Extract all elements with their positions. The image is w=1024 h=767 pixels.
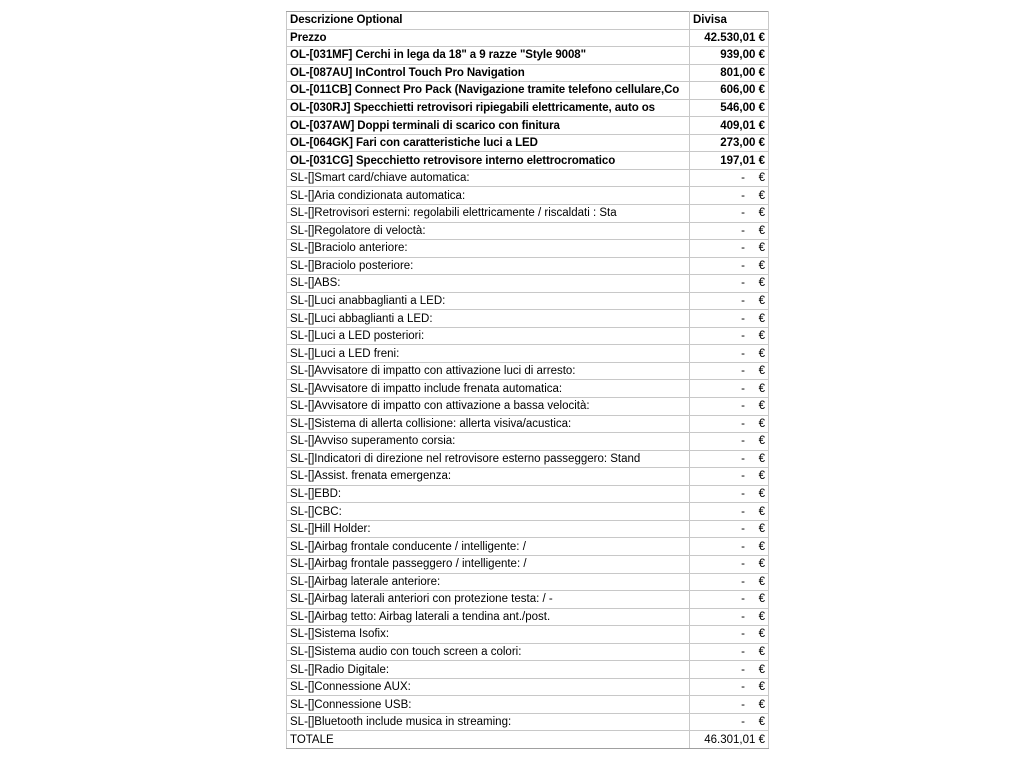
standard-description: SL-[]EBD:: [287, 485, 690, 503]
standard-price: [690, 205, 769, 223]
option-price: 546,00 €: [690, 99, 769, 117]
standard-price-currency: €: [758, 698, 765, 711]
standard-price-currency: €: [758, 312, 765, 325]
standard-description: SL-[]Bluetooth include musica in streaming:: [287, 713, 690, 731]
standard-price-dash: -: [741, 488, 745, 501]
standard-price: [690, 169, 769, 187]
standard-price-currency: €: [758, 207, 765, 220]
standard-description: SL-[]Braciolo posteriore:: [287, 257, 690, 275]
standard-price: [690, 310, 769, 328]
standard-price-currency: €: [758, 505, 765, 518]
optional-price-table: [286, 11, 769, 749]
standard-price-currency: €: [758, 645, 765, 658]
standard-price-dash: -: [741, 716, 745, 729]
standard-description: SL-[]Connessione USB:: [287, 696, 690, 714]
standard-price: [690, 520, 769, 538]
option-row: [287, 134, 769, 152]
standard-price-currency: €: [758, 663, 765, 676]
header-description: Descrizione Optional: [287, 12, 690, 30]
standard-price: [690, 362, 769, 380]
standard-price-dash: -: [741, 628, 745, 641]
standard-price: [690, 450, 769, 468]
standard-row: [287, 362, 769, 380]
standard-description: SL-[]Hill Holder:: [287, 520, 690, 538]
standard-price: [690, 661, 769, 679]
standard-row: [287, 555, 769, 573]
standard-description: SL-[]Airbag frontale passeggero / intelligente: /: [287, 555, 690, 573]
standard-price-dash: -: [741, 681, 745, 694]
standard-row: [287, 398, 769, 416]
standard-price-dash: -: [741, 523, 745, 536]
option-price: 197,01 €: [690, 152, 769, 170]
standard-row: [287, 433, 769, 451]
standard-price-currency: €: [758, 189, 765, 202]
standard-price-dash: -: [741, 400, 745, 413]
option-row: [287, 64, 769, 82]
standard-row: [287, 678, 769, 696]
standard-price-dash: -: [741, 452, 745, 465]
standard-description: SL-[]Sistema Isofix:: [287, 626, 690, 644]
standard-price: [690, 643, 769, 661]
standard-row: [287, 643, 769, 661]
standard-price: [690, 608, 769, 626]
standard-row: [287, 240, 769, 258]
standard-price: [690, 485, 769, 503]
standard-price: [690, 292, 769, 310]
standard-price: [690, 187, 769, 205]
standard-row: [287, 275, 769, 293]
total-row: [287, 731, 769, 749]
standard-description: SL-[]Avvisatore di impatto include frenata automatica:: [287, 380, 690, 398]
standard-price: [690, 398, 769, 416]
standard-description: SL-[]Braciolo anteriore:: [287, 240, 690, 258]
standard-row: [287, 415, 769, 433]
standard-row: [287, 380, 769, 398]
option-price: 939,00 €: [690, 47, 769, 65]
standard-price-currency: €: [758, 295, 765, 308]
standard-description: SL-[]Sistema di allerta collisione: allerta visiva/acustica:: [287, 415, 690, 433]
standard-row: [287, 169, 769, 187]
standard-price-currency: €: [758, 347, 765, 360]
standard-row: [287, 450, 769, 468]
standard-price-dash: -: [741, 312, 745, 325]
standard-row: [287, 187, 769, 205]
standard-price-dash: -: [741, 593, 745, 606]
price-value: 42.530,01 €: [690, 29, 769, 47]
standard-price-currency: €: [758, 628, 765, 641]
total-value: 46.301,01 €: [690, 731, 769, 749]
standard-description: SL-[]Connessione AUX:: [287, 678, 690, 696]
standard-description: SL-[]Avvisatore di impatto con attivazione a bassa velocità:: [287, 398, 690, 416]
standard-row: [287, 573, 769, 591]
standard-description: SL-[]Indicatori di direzione nel retrovisore esterno passeggero: Stand: [287, 450, 690, 468]
standard-description: SL-[]CBC:: [287, 503, 690, 521]
standard-row: [287, 608, 769, 626]
standard-row: [287, 205, 769, 223]
standard-price-dash: -: [741, 295, 745, 308]
standard-price-dash: -: [741, 698, 745, 711]
standard-row: [287, 503, 769, 521]
standard-price-currency: €: [758, 558, 765, 571]
standard-description: SL-[]Luci anabbaglianti a LED:: [287, 292, 690, 310]
standard-price-currency: €: [758, 575, 765, 588]
standard-price-currency: €: [758, 417, 765, 430]
standard-price: [690, 275, 769, 293]
standard-price: [690, 415, 769, 433]
option-row: [287, 82, 769, 100]
standard-description: SL-[]Assist. frenata emergenza:: [287, 468, 690, 486]
standard-row: [287, 520, 769, 538]
standard-price-currency: €: [758, 470, 765, 483]
standard-description: SL-[]Luci a LED posteriori:: [287, 327, 690, 345]
standard-price-currency: €: [758, 242, 765, 255]
standard-price-dash: -: [741, 172, 745, 185]
standard-price-currency: €: [758, 716, 765, 729]
standard-row: [287, 468, 769, 486]
standard-price-currency: €: [758, 540, 765, 553]
standard-price-dash: -: [741, 365, 745, 378]
standard-price-dash: -: [741, 347, 745, 360]
standard-description: SL-[]Airbag frontale conducente / intelligente: /: [287, 538, 690, 556]
standard-description: SL-[]Avviso superamento corsia:: [287, 433, 690, 451]
standard-price-currency: €: [758, 277, 765, 290]
option-row: [287, 152, 769, 170]
standard-price: [690, 538, 769, 556]
standard-description: SL-[]Luci abbaglianti a LED:: [287, 310, 690, 328]
standard-price-dash: -: [741, 207, 745, 220]
standard-price: [690, 678, 769, 696]
standard-price-dash: -: [741, 505, 745, 518]
standard-row: [287, 485, 769, 503]
standard-description: SL-[]Regolatore di veloctà:: [287, 222, 690, 240]
option-description: OL-[031CG] Specchietto retrovisore interno elettrocromatico: [287, 152, 690, 170]
standard-description: SL-[]Luci a LED freni:: [287, 345, 690, 363]
standard-price-currency: €: [758, 259, 765, 272]
standard-description: SL-[]Radio Digitale:: [287, 661, 690, 679]
standard-price-dash: -: [741, 224, 745, 237]
standard-price: [690, 696, 769, 714]
option-description: OL-[030RJ] Specchietti retrovisori ripiegabili elettricamente, auto os: [287, 99, 690, 117]
standard-price-currency: €: [758, 452, 765, 465]
standard-price-dash: -: [741, 470, 745, 483]
standard-price-currency: €: [758, 523, 765, 536]
standard-price-currency: €: [758, 382, 765, 395]
option-row: [287, 117, 769, 135]
standard-row: [287, 222, 769, 240]
standard-price: [690, 591, 769, 609]
option-description: OL-[064GK] Fari con caratteristiche luci a LED: [287, 134, 690, 152]
standard-price: [690, 222, 769, 240]
standard-price-currency: €: [758, 365, 765, 378]
standard-price-currency: €: [758, 224, 765, 237]
standard-row: [287, 310, 769, 328]
standard-price-dash: -: [741, 435, 745, 448]
option-description: OL-[037AW] Doppi terminali di scarico con finitura: [287, 117, 690, 135]
standard-price-currency: €: [758, 610, 765, 623]
standard-description: SL-[]Sistema audio con touch screen a colori:: [287, 643, 690, 661]
option-description: OL-[011CB] Connect Pro Pack (Navigazione tramite telefono cellulare,Co: [287, 82, 690, 100]
total-label: TOTALE: [287, 731, 690, 749]
standard-price-currency: €: [758, 400, 765, 413]
standard-description: SL-[]Aria condizionata automatica:: [287, 187, 690, 205]
option-price: 606,00 €: [690, 82, 769, 100]
standard-price-dash: -: [741, 417, 745, 430]
header-currency: Divisa: [690, 12, 769, 30]
standard-price-currency: €: [758, 435, 765, 448]
standard-price: [690, 327, 769, 345]
standard-price-dash: -: [741, 540, 745, 553]
standard-price-currency: €: [758, 593, 765, 606]
table-header-row: [287, 12, 769, 30]
standard-row: [287, 661, 769, 679]
standard-price: [690, 713, 769, 731]
standard-description: SL-[]Retrovisori esterni: regolabili elettricamente / riscaldati : Sta: [287, 205, 690, 223]
option-row: [287, 47, 769, 65]
standard-price: [690, 573, 769, 591]
option-price: 273,00 €: [690, 134, 769, 152]
price-label: Prezzo: [287, 29, 690, 47]
standard-price-dash: -: [741, 663, 745, 676]
standard-row: [287, 696, 769, 714]
standard-price: [690, 257, 769, 275]
standard-row: [287, 327, 769, 345]
standard-row: [287, 257, 769, 275]
standard-price-dash: -: [741, 330, 745, 343]
standard-row: [287, 538, 769, 556]
standard-price-dash: -: [741, 189, 745, 202]
price-row: [287, 29, 769, 47]
standard-price: [690, 626, 769, 644]
standard-description: SL-[]Airbag laterali anteriori con protezione testa: / -: [287, 591, 690, 609]
standard-price-currency: €: [758, 681, 765, 694]
standard-row: [287, 591, 769, 609]
standard-price-currency: €: [758, 172, 765, 185]
standard-price-dash: -: [741, 382, 745, 395]
option-price: 409,01 €: [690, 117, 769, 135]
standard-price-dash: -: [741, 575, 745, 588]
standard-price: [690, 503, 769, 521]
standard-description: SL-[]ABS:: [287, 275, 690, 293]
standard-price-dash: -: [741, 558, 745, 571]
standard-row: [287, 713, 769, 731]
standard-price: [690, 240, 769, 258]
standard-row: [287, 345, 769, 363]
standard-row: [287, 626, 769, 644]
standard-price: [690, 345, 769, 363]
standard-row: [287, 292, 769, 310]
standard-price-currency: €: [758, 330, 765, 343]
standard-price-dash: -: [741, 277, 745, 290]
option-row: [287, 99, 769, 117]
option-description: OL-[087AU] InControl Touch Pro Navigation: [287, 64, 690, 82]
standard-price: [690, 468, 769, 486]
standard-price: [690, 555, 769, 573]
standard-price: [690, 433, 769, 451]
option-price: 801,00 €: [690, 64, 769, 82]
standard-description: SL-[]Airbag laterale anteriore:: [287, 573, 690, 591]
standard-price-dash: -: [741, 645, 745, 658]
standard-price-dash: -: [741, 610, 745, 623]
standard-price-dash: -: [741, 259, 745, 272]
standard-price-dash: -: [741, 242, 745, 255]
standard-description: SL-[]Avvisatore di impatto con attivazione luci di arresto:: [287, 362, 690, 380]
standard-description: SL-[]Smart card/chiave automatica:: [287, 169, 690, 187]
option-description: OL-[031MF] Cerchi in lega da 18" a 9 razze "Style 9008": [287, 47, 690, 65]
standard-price: [690, 380, 769, 398]
standard-price-currency: €: [758, 488, 765, 501]
standard-description: SL-[]Airbag tetto: Airbag laterali a tendina ant./post.: [287, 608, 690, 626]
